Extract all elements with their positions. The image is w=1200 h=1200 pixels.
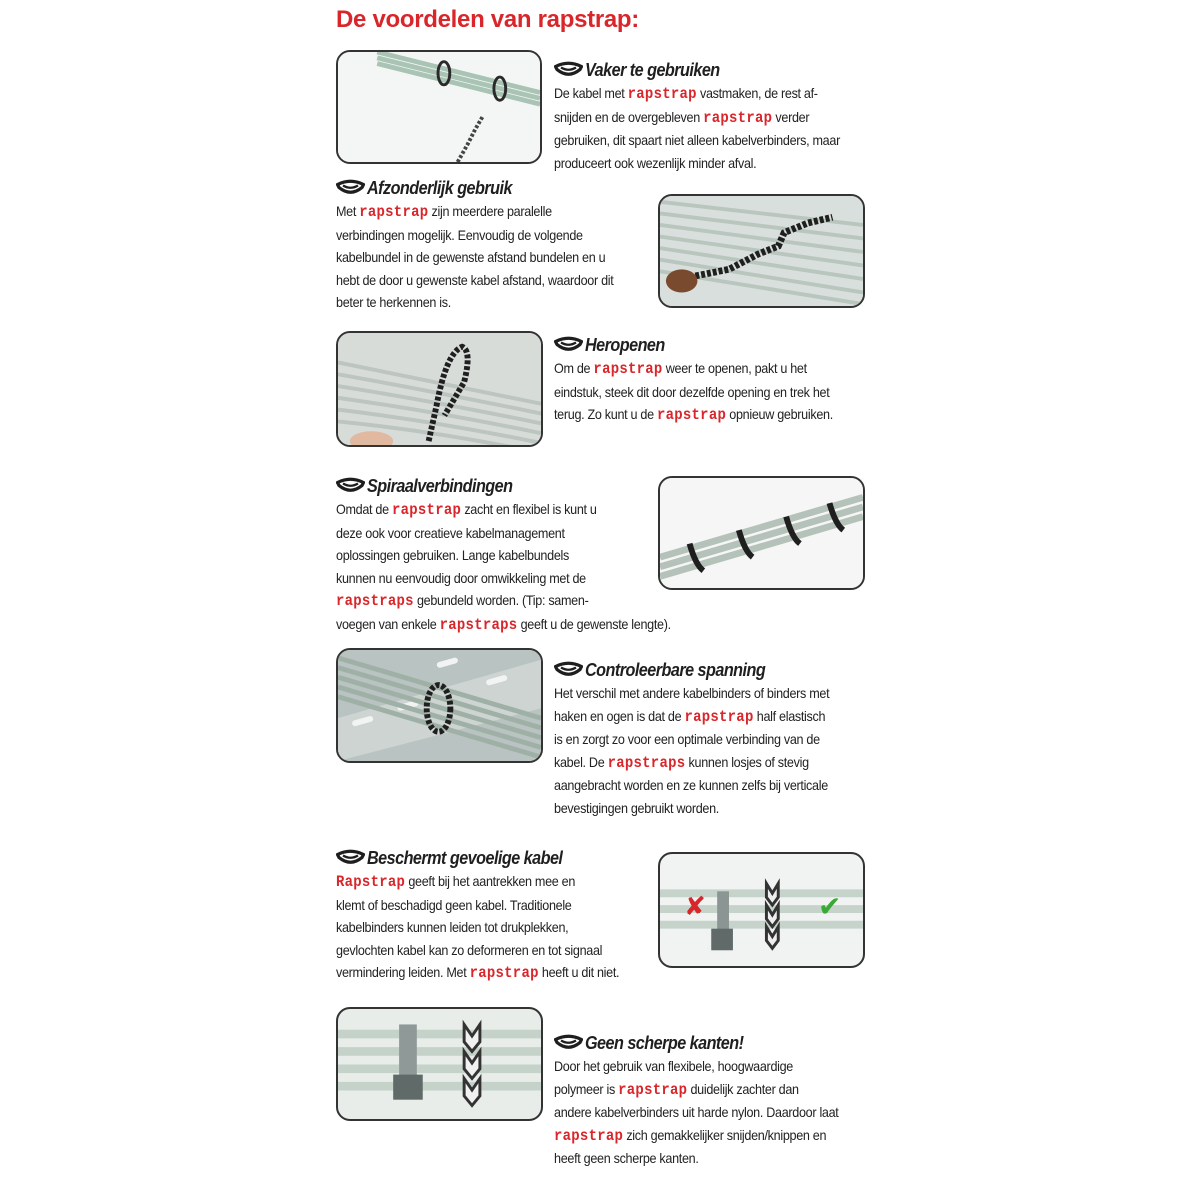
rapstrap-link-icon bbox=[554, 61, 583, 80]
photo-reopen-loop bbox=[336, 331, 543, 447]
section-heading: Beschermt gevoelige kabel bbox=[336, 846, 676, 870]
rapstrap-brand-name: rapstrap bbox=[593, 360, 663, 378]
page-title: De voordelen van rapstrap: bbox=[336, 6, 639, 33]
section-vaker-te-gebruiken bbox=[554, 58, 894, 174]
section-heropenen bbox=[554, 333, 894, 427]
rapstrap-brand-name: rapstrap bbox=[554, 1126, 624, 1145]
rapstrap-brand-name: rapstrap bbox=[684, 707, 754, 726]
photo-soft-edges bbox=[336, 1007, 543, 1121]
rapstrap-brand-name: rapstrap bbox=[703, 108, 773, 127]
section-body: Het verschil met andere kabelbinders of binders met haken en ogen is dat de rapstrap half elastisch is en zorgt zo voor een optimale verbinding van de kabel. De rapstraps kunnen losjes of stevig aangebracht worden en ze kunnen zelfs bij verticale bevestigingen gebruikt worden. bbox=[554, 685, 830, 816]
rapstrap-brand-name: rapstrap bbox=[391, 501, 462, 519]
rapstrap-brand-name: rapstraps bbox=[439, 615, 518, 634]
rapstrap-link-icon bbox=[554, 336, 583, 355]
rapstrap-link-icon bbox=[336, 849, 365, 868]
section-body: Door het gebruik van flexibele, hoogwaardige polymeer is rapstrap duidelijk zachter dan andere kabelverbinders uit harde nylon. Daardoor laat rapstrap zich gemakkelijker snijden/knippen en heeft geen scherpe kanten. bbox=[554, 1058, 839, 1167]
section-geen-scherpe-kanten bbox=[554, 1031, 894, 1170]
photo-reuse bbox=[336, 50, 542, 164]
section-beschermt-gevoelige-kabel bbox=[336, 846, 676, 985]
section-heading: Geen scherpe kanten! bbox=[554, 1031, 894, 1055]
section-heading: Heropenen bbox=[554, 333, 894, 357]
section-controleerbare-spanning bbox=[554, 658, 894, 820]
rapstrap-brand-name: rapstrap bbox=[618, 1080, 688, 1099]
rapstrap-link-icon bbox=[554, 1034, 583, 1053]
rapstrap-brand-name: rapstrap bbox=[359, 203, 429, 221]
rapstrap-brand-name: Rapstrap bbox=[336, 873, 406, 891]
rapstrap-link-icon bbox=[336, 179, 365, 198]
section-heading: Spiraalverbindingen bbox=[336, 474, 676, 498]
wrong-mark-icon: ✘ bbox=[684, 892, 706, 922]
section-afzonderlijk-gebruik bbox=[336, 176, 656, 314]
section-body: De kabel met rapstrap vastmaken, de rest af- snijden en de overgebleven rapstrap verder gebruiken, dit spaart niet alleen kabelverbinders, maar produceert ook wezenlijk minder afval. bbox=[554, 85, 840, 171]
photo-spiral-wrap bbox=[658, 476, 865, 590]
photo-cable-tray bbox=[336, 648, 543, 763]
rapstrap-brand-name: rapstrap bbox=[469, 964, 539, 983]
photo-parallel-bundles bbox=[658, 194, 865, 308]
section-heading: Afzonderlijk gebruik bbox=[336, 176, 656, 200]
section-heading: Controleerbare spanning bbox=[554, 658, 894, 682]
rapstrap-link-icon bbox=[554, 661, 583, 680]
section-body: Rapstrap geeft bij het aantrekken mee en klemt of beschadigd geen kabel. Traditionele kabelbinders kunnen leiden tot drukplekken, gevlochten kabel kan zo deformeren en tot signaal vermindering leiden. Met rapstrap heeft u dit niet. bbox=[336, 873, 620, 983]
photo-comparison bbox=[658, 852, 865, 968]
section-body: Omdat de rapstrap zacht en flexibel is kunt u deze ook voor creatieve kabelmanagement oplossingen gebruiken. Lange kabelbundels kunnen nu eenvoudig door omwikkeling met de rapstraps gebundeld worden. (Tip: samen- voegen van enkele rapstraps geeft u de gewenste lengte). bbox=[336, 501, 671, 634]
rapstrap-brand-name: rapstraps bbox=[607, 753, 686, 772]
rapstrap-brand-name: rapstrap bbox=[627, 85, 697, 103]
rapstrap-brand-name: rapstraps bbox=[336, 592, 414, 611]
section-body: Met rapstrap zijn meerdere paralelle verbindingen mogelijk. Eenvoudig de volgende kabelbundel in de gewenste afstand bundelen en u hebt de door u gewenste kabel afstand, waardoor dit beter te herkennen is. bbox=[336, 203, 614, 311]
section-heading: Vaker te gebruiken bbox=[554, 58, 894, 82]
rapstrap-brand-name: rapstrap bbox=[656, 406, 727, 425]
rapstrap-link-icon bbox=[336, 477, 365, 496]
section-spiraalverbindingen bbox=[336, 474, 676, 637]
section-body: Om de rapstrap weer te openen, pakt u het eindstuk, steek dit door dezelfde opening en trek het terug. Zo kunt u de rapstrap opnieuw gebruiken. bbox=[554, 360, 833, 425]
check-mark-icon: ✔ bbox=[818, 890, 842, 923]
